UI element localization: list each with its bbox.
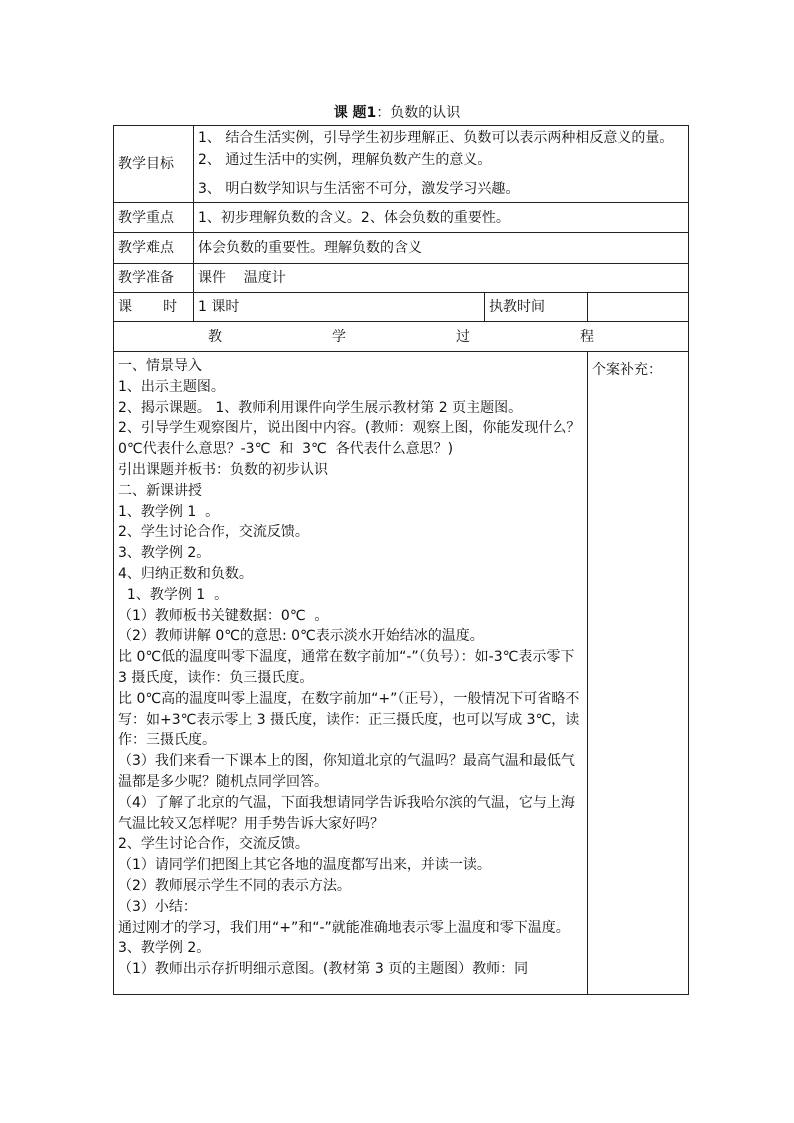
process-line: 二、新课讲授 [118, 482, 202, 499]
process-line: 1、教学例 1 。 [118, 586, 229, 603]
process-line: （1）请同学们把图上其它各地的温度都写出来，并读一读。 [118, 857, 491, 874]
supplement-label: 个案补充： [592, 362, 662, 378]
process-heading-char: 程 [580, 328, 595, 345]
goal-item: 3、 明白数学知识与生活密不可分，激发学习兴趣。 [198, 181, 520, 197]
process-line: 4、归纳正数和负数。 [118, 565, 253, 582]
difficulty-label: 教学难点 [114, 233, 194, 264]
prep-label: 教学准备 [114, 264, 194, 293]
process-heading [114, 322, 689, 352]
process-line: 引出课题并板书：负数的初步认识 [118, 461, 328, 478]
supplement-cell [588, 352, 689, 995]
process-heading-char: 教 [208, 328, 223, 345]
lesson-title-prefix: 课 题1 [333, 105, 377, 121]
process-line: 1、出示主题图。 [118, 378, 225, 395]
process-line: 一、情景导入 [118, 358, 202, 374]
exec-time-label: 执教时间 [485, 293, 588, 322]
process-line: （2）教师展示学生不同的表示方法。 [118, 877, 351, 894]
row-process-body [114, 352, 689, 995]
process-line: 比 0℃高的温度叫零上温度，在数字前加“+”（正号），一般情况下可省略不写：如+3℃表示零上 3 摄氏度，读作：正三摄氏度，也可以写成 3℃，读作：三摄氏度。 [118, 690, 580, 749]
process-body [114, 352, 588, 995]
goal-item: 1、 结合生活实例，引导学生初步理解正、负数可以表示两种相反意义的量。 [198, 130, 674, 146]
process-line: （2）教师讲解 0℃的意思: 0℃表示淡水开始结冰的温度。 [118, 628, 484, 645]
process-line: （1）教师板书关键数据：0℃ 。 [118, 607, 329, 624]
process-line: （1）教师出示存折明细示意图。(教材第 3 页的主题图）教师：同 [118, 961, 529, 978]
prep-value: 课件 温度计 [194, 264, 689, 293]
hours-label: 课 时 [114, 293, 194, 322]
row-process-heading [114, 322, 689, 352]
process-line: 比 0℃低的温度叫零下温度，通常在数字前加“-”（负号）：如-3℃表示零下 3 摄氏度，读作：负三摄氏度。 [118, 649, 579, 686]
process-line: 2、学生讨论合作，交流反馈。 [118, 836, 309, 853]
process-line: 2、揭示课题。 1、教师利用课件向学生展示教材第 2 页主题图。 [118, 399, 523, 416]
lesson-plan-table [113, 125, 689, 995]
process-line: 2、引导学生观察图片，说出图中内容。(教师：观察上图，你能发现什么？0℃代表什么意思？-3℃ 和 3℃ 各代表什么意思？) [118, 420, 581, 458]
process-line: 2、学生讨论合作，交流反馈。 [118, 524, 309, 541]
process-heading-char: 过 [456, 328, 471, 345]
key-label: 教学重点 [114, 203, 194, 233]
exec-time-value [588, 293, 689, 322]
lesson-title-rest: ：负数的认识 [376, 105, 461, 121]
process-line: 1、教学例 1 。 [118, 503, 220, 520]
process-line: 3、教学例 2。 [118, 545, 211, 562]
process-line: （3）我们来看一下课本上的图，你知道北京的气温吗？最高气温和最低气温都是多少呢？随机点同学回答。 [118, 753, 575, 790]
process-heading-char: 学 [332, 328, 347, 345]
hours-value: 1 课时 [194, 293, 485, 322]
goal-item: 2、 通过生活中的实例，理解负数产生的意义。 [198, 152, 492, 168]
key-value: 1、初步理解负数的含义。2、体会负数的重要性。 [194, 203, 689, 233]
goals-label: 教学目标 [114, 126, 194, 203]
row-difficulty [114, 233, 689, 264]
row-hours [114, 293, 689, 322]
process-line: （4）了解了北京的气温，下面我想请同学告诉我哈尔滨的气温，它与上海气温比较又怎样呢？用手势告诉大家好吗？ [118, 794, 575, 832]
lesson-title [0, 104, 794, 122]
row-goals [114, 126, 689, 203]
row-prep [114, 264, 689, 293]
goals-cell [194, 126, 689, 203]
process-line: 3、教学例 2。 [118, 940, 211, 957]
difficulty-value: 体会负数的重要性。理解负数的含义 [194, 233, 689, 264]
process-line: 通过刚才的学习，我们用“+”和“-”就能准确地表示零上温度和零下温度。 [118, 919, 570, 936]
process-line: （3）小结： [118, 898, 197, 915]
row-key [114, 203, 689, 233]
